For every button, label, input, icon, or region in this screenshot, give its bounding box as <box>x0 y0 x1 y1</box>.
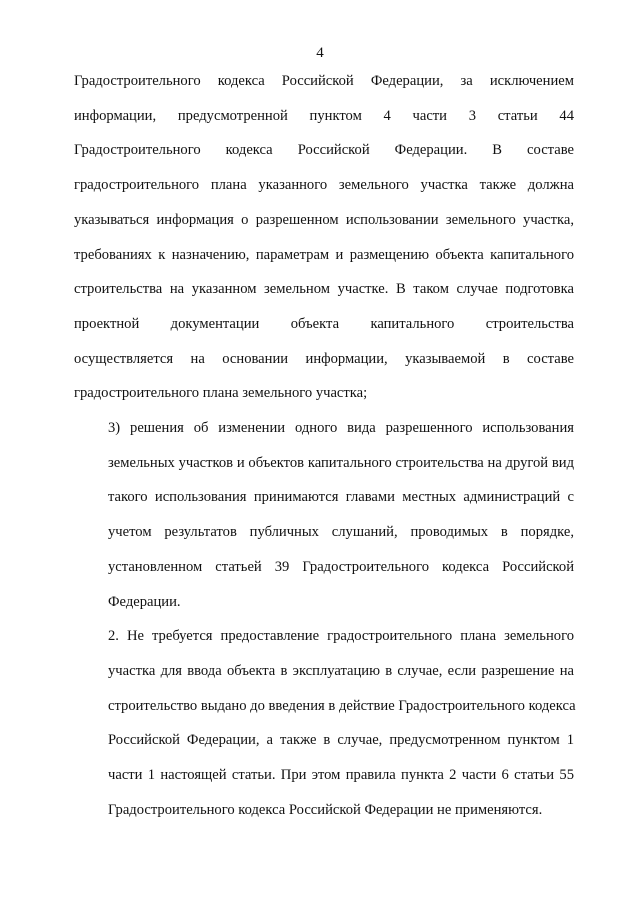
text-line: Градостроительного кодекса Российской Федерации, за исключением <box>74 73 574 89</box>
text-line: 2. Не требуется предоставление градостроительного плана земельного <box>108 628 574 645</box>
text-line: информации, предусмотренной пунктом 4 части 3 статьи 44 <box>74 107 574 124</box>
paragraph-1 <box>74 64 574 411</box>
text-line: части 1 настоящей статьи. При этом правила пункта 2 части 6 статьи 55 <box>108 767 574 784</box>
text-line: указываться информация о разрешенном использовании земельного участка, <box>74 211 574 228</box>
text-line: участка для ввода объекта в эксплуатацию в случае, если разрешение на <box>108 662 574 679</box>
text-line: градостроительного плана указанного земельного участка также должна <box>74 177 574 194</box>
paragraph-3 <box>74 619 574 827</box>
text-line: земельных участков и объектов капитального строительства на другой вид <box>108 454 574 471</box>
text-line: Градостроительного кодекса Российской Федерации. В составе <box>74 142 574 159</box>
document-body <box>74 64 574 827</box>
text-line: строительство выдано до введения в действие Градостроительного кодекса <box>108 697 576 714</box>
text-line: Федерации. <box>108 593 181 610</box>
text-line: градостроительного плана земельного участка; <box>74 385 368 402</box>
text-line: требованиях к назначению, параметрам и размещению объекта капитального <box>74 246 574 263</box>
text-line: строительства на указанном земельном участке. В таком случае подготовка <box>74 281 574 298</box>
text-line: учетом результатов публичных слушаний, проводимых в порядке, <box>108 524 574 541</box>
text-line: Градостроительного кодекса Российской Федерации не применяются. <box>108 801 543 818</box>
page-number: 4 <box>316 45 324 61</box>
text-line: проектной документации объекта капитального строительства <box>74 315 574 332</box>
text-line: Российской Федерации, а также в случае, предусмотренном пунктом 1 <box>108 732 574 749</box>
text-line: установленном статьей 39 Градостроительного кодекса Российской <box>108 558 574 575</box>
text-line: такого использования принимаются главами местных администраций с <box>108 489 574 506</box>
text-line: осуществляется на основании информации, указываемой в составе <box>74 350 574 367</box>
text-line: 3) решения об изменении одного вида разрешенного использования <box>108 420 574 437</box>
paragraph-2 <box>74 411 574 619</box>
